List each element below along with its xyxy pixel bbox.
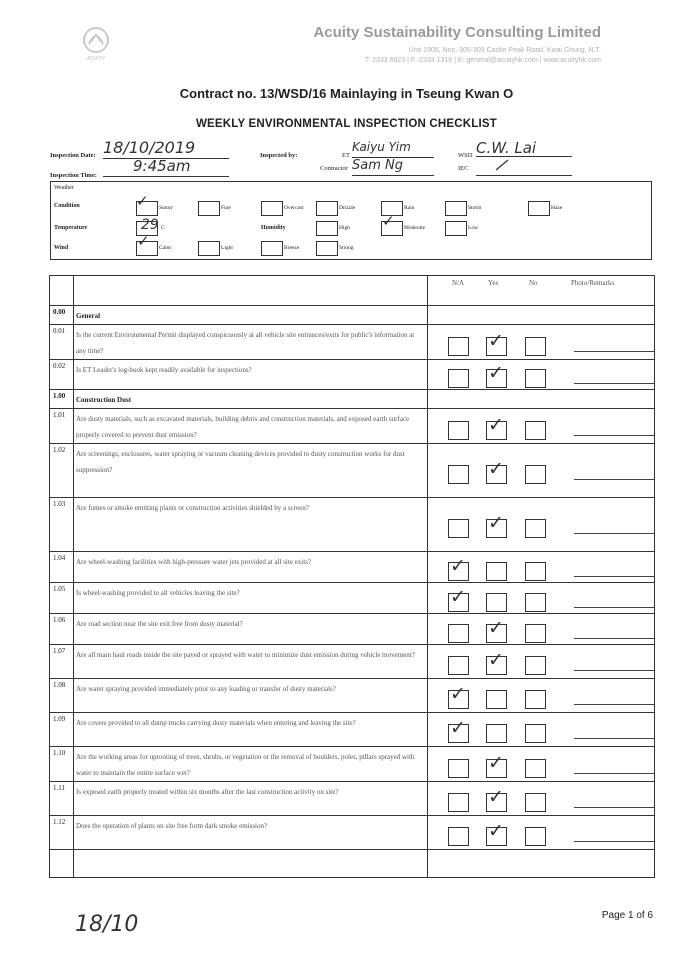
checkbox-no[interactable] (525, 519, 546, 538)
condition-overcast: Overcast (284, 205, 304, 211)
humidity-label: Humidity (261, 225, 286, 231)
checkbox-low[interactable] (445, 221, 467, 236)
tick-mark-icon: ✓ (488, 414, 504, 436)
item-question: Are water spraying provided immediately prior to any loading or transfer of dusty materials? (74, 679, 428, 713)
tick-mark-icon: ✓ (450, 555, 466, 577)
page-number: Page 1 of 6 (601, 910, 653, 921)
table-row (50, 614, 655, 645)
checkbox-drizzle[interactable] (316, 201, 338, 216)
item-question: Is exposed earth properly treated within six months after the last construction activity on site? (74, 782, 428, 816)
checkbox-haze[interactable] (528, 201, 550, 216)
remarks-field[interactable] (574, 351, 654, 352)
et-label: ET (342, 152, 350, 159)
iec-label: IEC (458, 165, 469, 172)
tick-mark-icon: ✓ (488, 512, 504, 534)
company-address (271, 46, 601, 66)
table-row-empty (50, 850, 655, 878)
checkbox-no[interactable] (525, 337, 546, 356)
checkbox-na[interactable] (448, 827, 469, 846)
humidity-moderate: Moderate (404, 225, 426, 231)
item-num: 1.12 (50, 816, 74, 850)
item-num: 1.08 (50, 679, 74, 713)
humidity-high: High (339, 225, 350, 231)
tick-mark-icon: ✓ (488, 649, 504, 671)
weather-box (50, 181, 652, 260)
tick-mark-icon: ✓ (450, 586, 466, 608)
section-row (50, 390, 655, 409)
section-num: 0.00 (50, 306, 74, 325)
humidity-low: Low (468, 225, 479, 231)
answer-cell (428, 679, 655, 713)
item-question: Are screenings, enclosures, water spraying or vacuum cleaning devices provided to dusty construction works for dust suppression? (74, 444, 428, 498)
tick-mark-icon: ✓ (488, 752, 504, 774)
table-row (50, 747, 655, 782)
answer-cell (428, 552, 655, 583)
item-num: 1.05 (50, 583, 74, 614)
checkbox-yes[interactable] (486, 690, 507, 709)
section-title: General (74, 306, 428, 325)
checkbox-strong[interactable] (316, 241, 338, 256)
table-row (50, 325, 655, 360)
item-question: Are covers provided to all dump trucks carrying dusty materials when entering and leaving the site? (74, 713, 428, 747)
tick-mark-icon: ✓ (136, 192, 149, 210)
answer-cell (428, 614, 655, 645)
company-name: Acuity Sustainability Consulting Limited (313, 24, 601, 41)
checkbox-no[interactable] (525, 624, 546, 643)
checkbox-no[interactable] (525, 369, 546, 388)
checkbox-na[interactable] (448, 656, 469, 675)
contractor-label: Contractor (320, 165, 348, 172)
checkbox-no[interactable] (525, 465, 546, 484)
condition-storm: Storm (468, 205, 482, 211)
checkbox-no[interactable] (525, 724, 546, 743)
tick-mark-icon: ✓ (488, 330, 504, 352)
weather-label: Weather (54, 185, 74, 191)
item-question: Does the operation of plants on site free form dark smoke emission? (74, 816, 428, 850)
temperature-value: 29 (141, 217, 159, 233)
item-question: Is the current Environmental Permit displayed conspicuously at all vehicle site entrances/exits for public's information at any time? (74, 325, 428, 360)
contractor-field[interactable]: Sam Ng (352, 158, 434, 176)
remarks-field[interactable] (574, 638, 654, 639)
tick-mark-icon: ✓ (488, 820, 504, 842)
checkbox-storm[interactable] (445, 201, 467, 216)
remarks-field[interactable] (574, 607, 654, 608)
checkbox-breeze[interactable] (261, 241, 283, 256)
checkbox-fine[interactable] (198, 201, 220, 216)
wind-breeze: Breeze (284, 245, 300, 251)
table-row (50, 679, 655, 713)
inspection-date-label: Inspection Date: (50, 152, 96, 159)
checkbox-no[interactable] (525, 827, 546, 846)
table-row (50, 583, 655, 614)
condition-rain: Rain (404, 205, 415, 211)
item-question: Are the working areas for uprooting of trees, shrubs, or vegetation or the removal of boulders, poles, pillars sprayed with water to maintain the entire surface wet? (74, 747, 428, 782)
checkbox-na[interactable] (448, 624, 469, 643)
remarks-field[interactable] (574, 773, 654, 774)
answer-cell (428, 360, 655, 390)
table-row (50, 409, 655, 444)
table-row (50, 713, 655, 747)
checkbox-overcast[interactable] (261, 201, 283, 216)
checkbox-high[interactable] (316, 221, 338, 236)
wind-label: Wind (54, 245, 69, 251)
table-row (50, 360, 655, 390)
tick-mark-icon: ✓ (137, 232, 150, 250)
checkbox-no[interactable] (525, 562, 546, 581)
remarks-field[interactable] (574, 807, 654, 808)
handwritten-date-note: 18/10 (75, 912, 139, 937)
col-no: No (529, 279, 538, 287)
item-question: Are fumes or smoke emitting plants or construction activities shielded by a screen? (74, 498, 428, 552)
answer-cell (428, 409, 655, 444)
answer-cell (428, 325, 655, 360)
item-num: 1.04 (50, 552, 74, 583)
table-row (50, 782, 655, 816)
checkbox-no[interactable] (525, 656, 546, 675)
item-question: Is wheel-washing provided to all vehicles leaving the site? (74, 583, 428, 614)
remarks-field[interactable] (574, 435, 654, 436)
col-yes: Yes (488, 279, 499, 287)
remarks-field[interactable] (574, 479, 654, 480)
table-header-row (50, 276, 655, 306)
tick-mark-icon: ✓ (450, 683, 466, 705)
logo-text: ACUITY (86, 56, 106, 62)
remarks-field[interactable] (574, 533, 654, 534)
remarks-field[interactable] (574, 738, 654, 739)
item-question: Are wheel-washing facilities with high-pressure water jets provided at all site exits? (74, 552, 428, 583)
item-num: 1.10 (50, 747, 74, 782)
table-row (50, 498, 655, 552)
item-question: Are all main haul roads inside the site paved or sprayed with water to minimize dust emission during vehicle movement? (74, 645, 428, 679)
checkbox-na[interactable] (448, 369, 469, 388)
et-field[interactable]: Kaiyu Yim (352, 140, 434, 158)
checkbox-no[interactable] (525, 421, 546, 440)
inspection-time-label: Inspection Time: (50, 172, 97, 179)
checkbox-yes[interactable] (486, 593, 507, 612)
condition-sunny: Sunny (159, 205, 174, 211)
inspection-time-field[interactable]: 9:45am (103, 157, 229, 177)
item-num: 1.09 (50, 713, 74, 747)
item-num: 0.01 (50, 325, 74, 360)
iec-field[interactable] (476, 158, 572, 176)
temperature-unit: C (161, 225, 165, 231)
form-title: WEEKLY ENVIRONMENTAL INSPECTION CHECKLIST (195, 118, 498, 130)
checkbox-yes[interactable] (486, 724, 507, 743)
remarks-field[interactable] (574, 670, 654, 671)
checkbox-na[interactable] (448, 759, 469, 778)
tick-mark-icon: ✓ (488, 458, 504, 480)
answer-cell (428, 782, 655, 816)
item-num: 1.03 (50, 498, 74, 552)
checkbox-no[interactable] (525, 593, 546, 612)
answer-cell (428, 816, 655, 850)
item-num: 1.01 (50, 409, 74, 444)
tick-mark-icon: ✓ (488, 786, 504, 808)
temperature-label: Temperature (54, 225, 88, 231)
remarks-field[interactable] (574, 383, 654, 384)
item-num: 1.02 (50, 444, 74, 498)
answer-cell (428, 645, 655, 679)
checkbox-no[interactable] (525, 759, 546, 778)
item-question: Are road section near the site exit free from dusty material? (74, 614, 428, 645)
section-title: Construction Dust (74, 390, 428, 409)
address-line: Unit 1905, Nos. 305-309 Castle Peak Road, Kwai Chung, N.T. (408, 47, 601, 54)
condition-drizzle: Drizzle (339, 205, 356, 211)
contract-title: Contract no. 13/WSD/16 Mainlaying in Tseung Kwan O (179, 86, 514, 101)
item-num: 1.06 (50, 614, 74, 645)
wind-light: Light (221, 245, 233, 251)
wind-calm: Calm (159, 245, 171, 251)
table-row (50, 552, 655, 583)
tick-mark-icon: ✓ (488, 617, 504, 639)
company-logo (70, 22, 122, 74)
answer-cell (428, 583, 655, 614)
checkbox-na[interactable] (448, 337, 469, 356)
checkbox-na[interactable] (448, 465, 469, 484)
wsd-field[interactable]: C.W. Lai (476, 139, 572, 157)
answer-cell (428, 747, 655, 782)
section-num: 1.00 (50, 390, 74, 409)
answer-cell (428, 498, 655, 552)
answer-cell (428, 713, 655, 747)
wsd-label: WSD (458, 152, 473, 159)
item-num: 0.02 (50, 360, 74, 390)
table-row (50, 645, 655, 679)
item-num: 1.11 (50, 782, 74, 816)
table-row (50, 816, 655, 850)
tick-mark-icon: ✓ (382, 212, 395, 230)
condition-label: Condition (54, 203, 80, 209)
item-question: Is ET Leader's log-book kept readily available for inspections? (74, 360, 428, 390)
col-remarks: Photo/Remarks (571, 279, 615, 287)
item-num: 1.07 (50, 645, 74, 679)
table-row (50, 444, 655, 498)
col-na: N/A (452, 279, 465, 287)
checklist-table (49, 275, 655, 878)
checkbox-no[interactable] (525, 690, 546, 709)
tick-mark-icon: ✓ (450, 717, 466, 739)
answer-cell (428, 444, 655, 498)
checkbox-light[interactable] (198, 241, 220, 256)
condition-fine: Fine (221, 205, 231, 211)
inspection-date-field[interactable]: 18/10/2019 (103, 138, 229, 159)
remarks-field[interactable] (574, 576, 654, 577)
item-question: Are dusty materials, such as excavated materials, building debris and construction materials, and exposed earth surface properly covered to prevent dust emission? (74, 409, 428, 444)
condition-haze: Haze (551, 205, 563, 211)
checkbox-no[interactable] (525, 793, 546, 812)
wind-strong: Strong (339, 245, 354, 251)
checkbox-na[interactable] (448, 793, 469, 812)
checkbox-yes[interactable] (486, 562, 507, 581)
contact-line: T: 2333 6823 | F: 2333 1316 | E: general@acuityhk.com | www.acuityhk.com (364, 57, 601, 64)
remarks-field[interactable] (574, 841, 654, 842)
checkbox-na[interactable] (448, 519, 469, 538)
tick-mark-icon: ✓ (488, 362, 504, 384)
inspected-by-label: Inspected by: (260, 152, 298, 159)
section-row (50, 306, 655, 325)
checkbox-na[interactable] (448, 421, 469, 440)
remarks-field[interactable] (574, 704, 654, 705)
